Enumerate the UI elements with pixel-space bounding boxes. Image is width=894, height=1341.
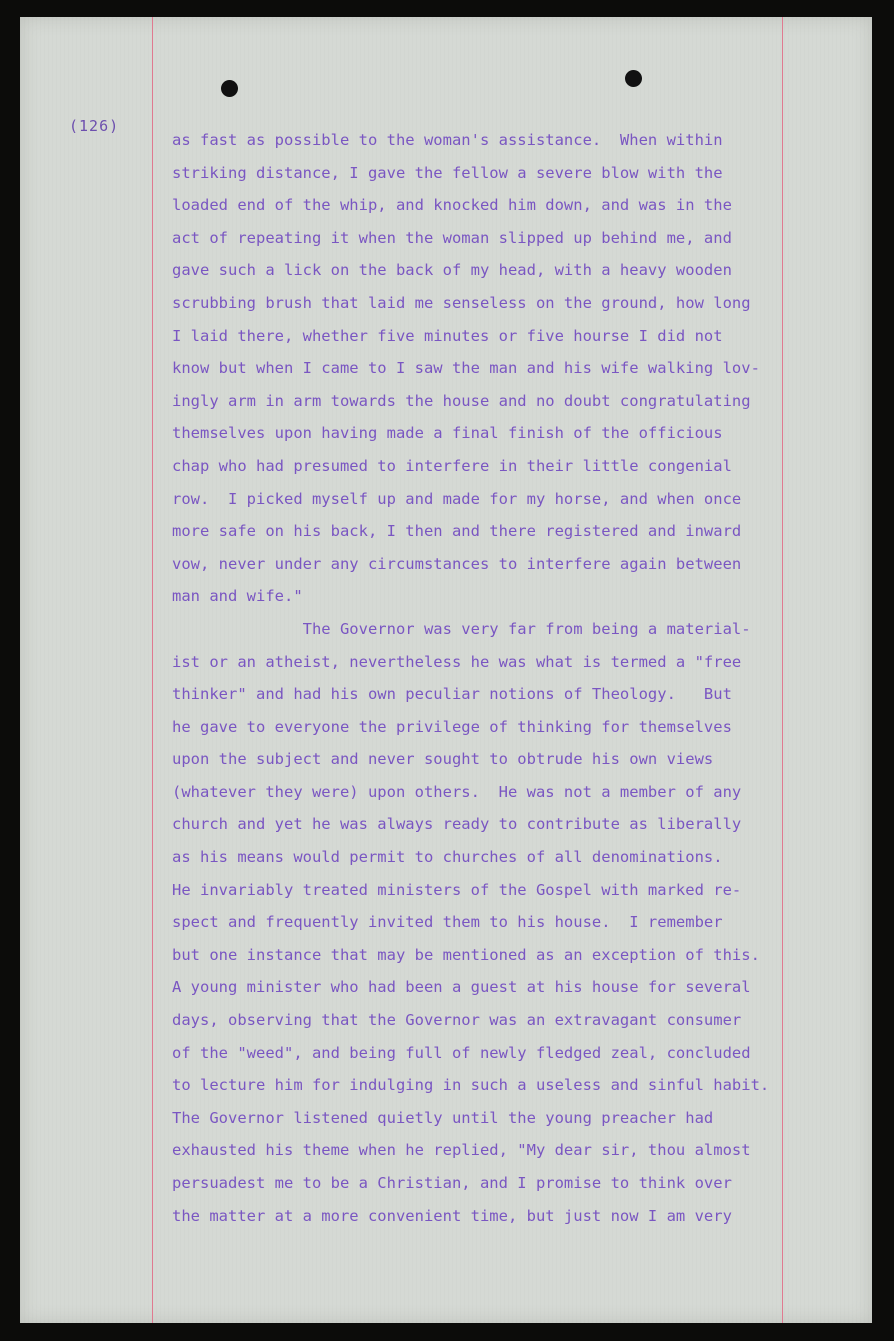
text-line: the matter at a more convenient time, but just now I am very <box>172 1206 732 1225</box>
text-line: as his means would permit to churches of all denominations. <box>172 848 723 867</box>
text-line: row. I picked myself up and made for my horse, and when once <box>172 489 742 508</box>
text-line: ist or an atheist, nevertheless he was what is termed a "free <box>172 652 742 671</box>
text-line: gave such a lick on the back of my head, with a heavy wooden <box>172 261 732 280</box>
text-line: scrubbing brush that laid me senseless on the ground, how long <box>172 293 751 312</box>
text-line: themselves upon having made a final finish of the officious <box>172 424 723 443</box>
text-line: as fast as possible to the woman's assistance. When within <box>172 131 723 149</box>
text-line: exhausted his theme when he replied, "My dear sir, thou almost <box>172 1141 751 1160</box>
text-line: to lecture him for indulging in such a useless and sinful habit. <box>172 1076 770 1095</box>
text-line: loaded end of the whip, and knocked him down, and was in the <box>172 196 732 215</box>
text-line: of the "weed", and being full of newly fledged zeal, concluded <box>172 1043 751 1062</box>
text-line: The Governor was very far from being a material- <box>172 619 751 638</box>
text-line: ingly arm in arm towards the house and no doubt congratulating <box>172 391 751 410</box>
left-margin-line <box>152 17 153 1323</box>
text-line: more safe on his back, I then and there registered and inward <box>172 522 742 541</box>
text-line: striking distance, I gave the fellow a severe blow with the <box>172 163 723 182</box>
text-line: A young minister who had been a guest at his house for several <box>172 978 751 997</box>
text-line: thinker" and had his own peculiar notions of Theology. But <box>172 685 732 704</box>
text-line: he gave to everyone the privilege of thinking for themselves <box>172 717 732 736</box>
text-line: The Governor listened quietly until the young preacher had <box>172 1108 714 1127</box>
text-line: man and wife." <box>172 587 303 606</box>
text-line: days, observing that the Governor was an extravagant consumer <box>172 1011 742 1030</box>
text-line: act of repeating it when the woman slipped up behind me, and <box>172 228 732 247</box>
text-line: spect and frequently invited them to his house. I remember <box>172 913 723 932</box>
text-line: church and yet he was always ready to contribute as liberally <box>172 815 742 834</box>
page-number: (126) <box>69 117 120 135</box>
typescript-page <box>20 17 872 1323</box>
text-line: upon the subject and never sought to obtrude his own views <box>172 750 714 769</box>
text-line: but one instance that may be mentioned as an exception of this. <box>172 945 760 964</box>
text-line: (whatever they were) upon others. He was not a member of any <box>172 782 742 801</box>
punch-hole-left <box>221 80 238 97</box>
text-line: know but when I came to I saw the man and his wife walking lov- <box>172 359 760 378</box>
body-text <box>172 124 852 1232</box>
text-line: chap who had presumed to interfere in their little congenial <box>172 456 732 475</box>
text-line: persuadest me to be a Christian, and I promise to think over <box>172 1174 732 1192</box>
punch-hole-right <box>625 70 642 87</box>
text-line: vow, never under any circumstances to interfere again between <box>172 554 742 573</box>
text-line: I laid there, whether five minutes or five hourse I did not <box>172 326 723 345</box>
text-line: He invariably treated ministers of the Gospel with marked re- <box>172 880 742 899</box>
